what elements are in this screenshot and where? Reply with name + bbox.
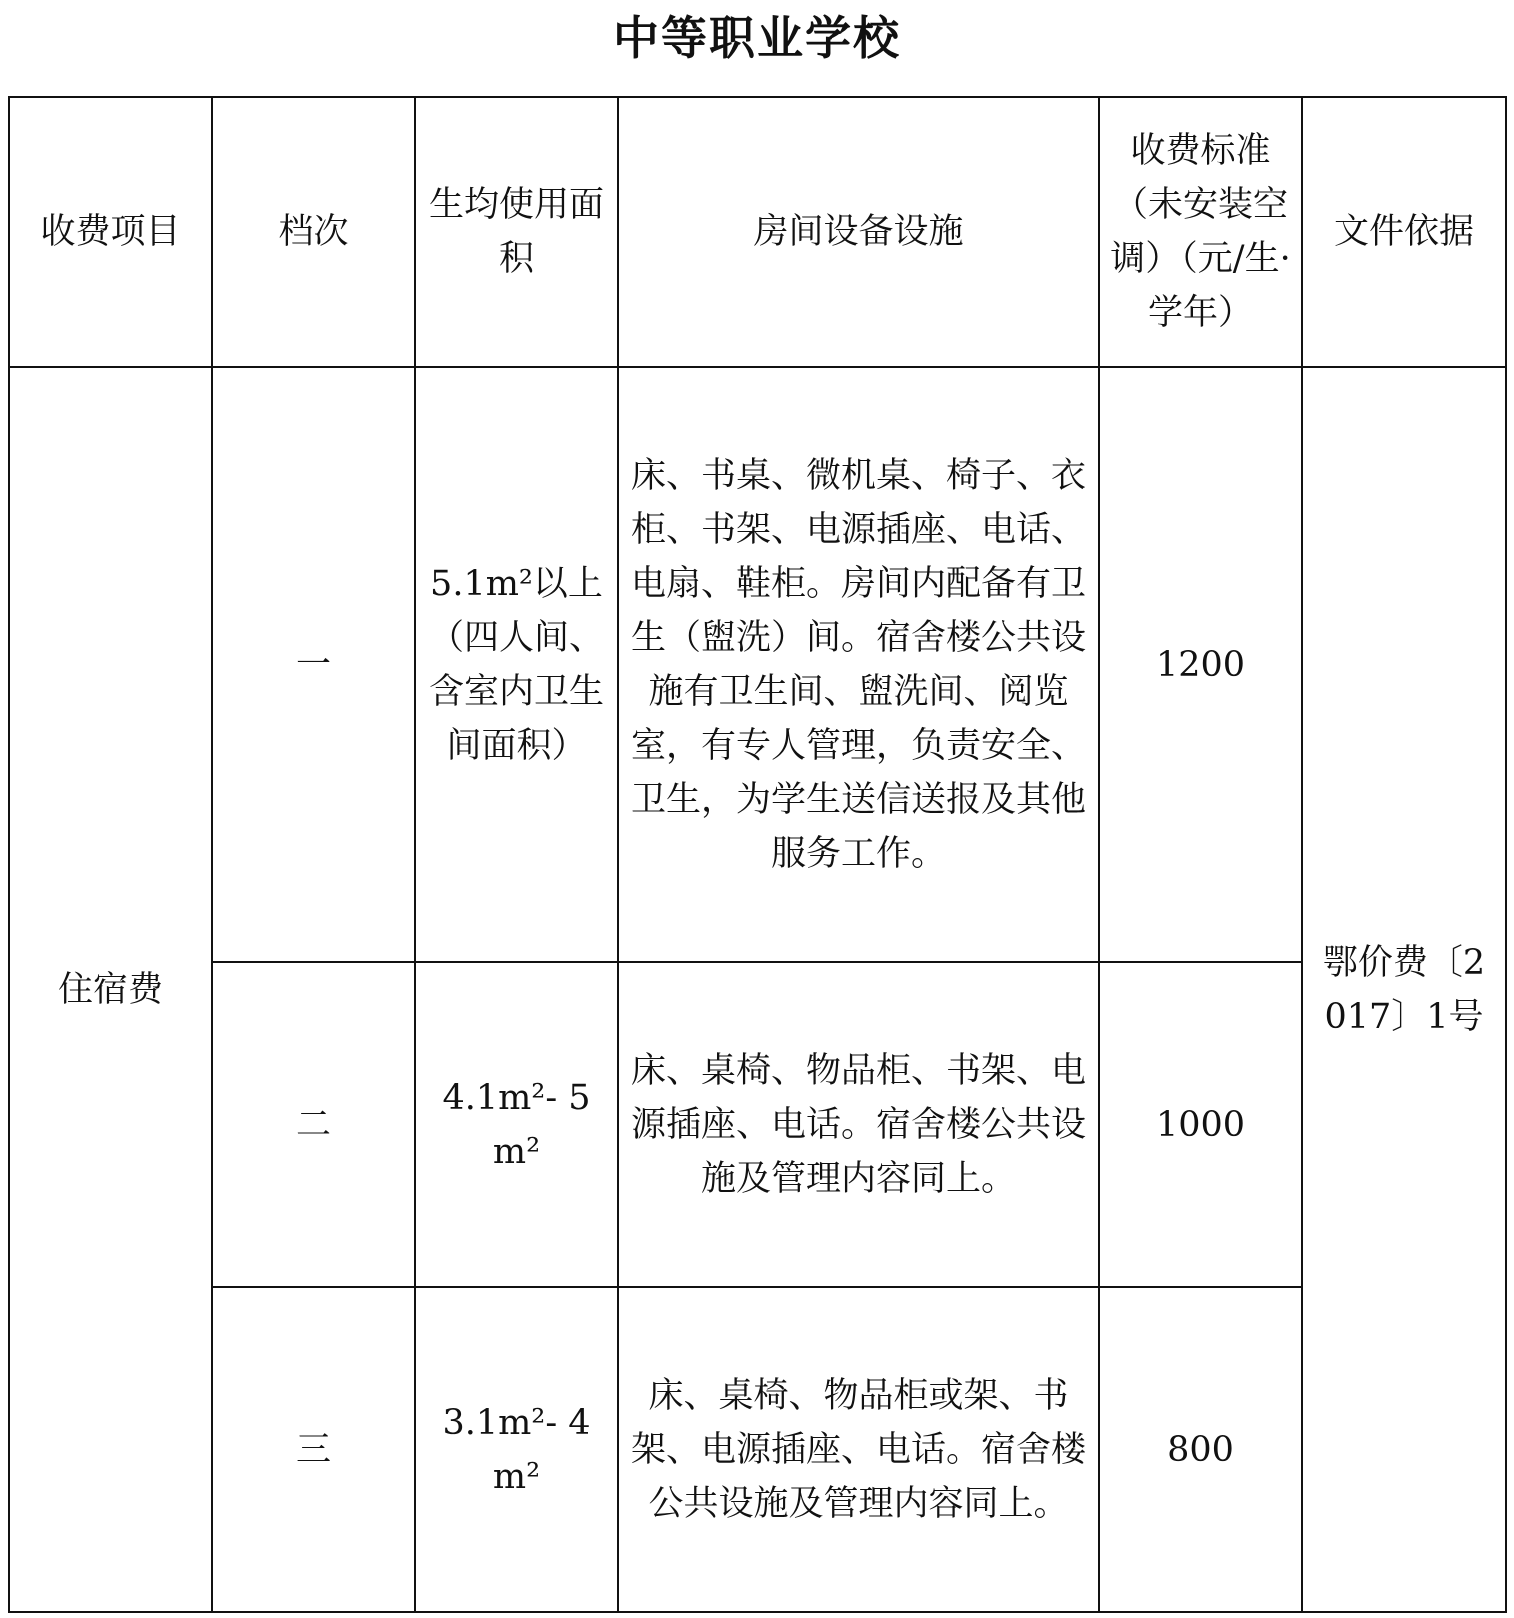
item-name-cell: 住宿费 <box>9 367 212 1612</box>
page-title: 中等职业学校 <box>613 11 901 65</box>
area-cell: 4.1m²- 5 m² <box>415 962 618 1287</box>
equipment-cell: 床、桌椅、物品柜或架、书架、电源插座、电话。宿舍楼公共设施及管理内容同上。 <box>618 1287 1099 1612</box>
header-fee: 收费标准（未安装空调）（元/生·学年） <box>1099 97 1302 367</box>
header-document: 文件依据 <box>1302 97 1506 367</box>
area-cell: 3.1m²- 4 m² <box>415 1287 618 1612</box>
fee-cell: 1200 <box>1099 367 1302 962</box>
header-equipment: 房间设备设施 <box>618 97 1099 367</box>
header-item: 收费项目 <box>9 97 212 367</box>
grade-cell: 三 <box>212 1287 415 1612</box>
table-header-row <box>9 97 1506 367</box>
fee-cell: 800 <box>1099 1287 1302 1612</box>
header-area: 生均使用面积 <box>415 97 618 367</box>
equipment-cell: 床、书桌、微机桌、椅子、衣柜、书架、电源插座、电话、电扇、鞋柜。房间内配备有卫生（盥洗）间。宿舍楼公共设施有卫生间、盥洗间、阅览室，有专人管理，负责安全、卫生，为学生送信送报及其他服务工作。 <box>618 367 1099 962</box>
table-row <box>9 962 1506 1287</box>
grade-cell: 二 <box>212 962 415 1287</box>
table-row <box>9 1287 1506 1612</box>
document-ref-cell: 鄂价费〔2017〕1号 <box>1302 367 1506 1612</box>
equipment-cell: 床、桌椅、物品柜、书架、电源插座、电话。宿舍楼公共设施及管理内容同上。 <box>618 962 1099 1287</box>
header-grade: 档次 <box>212 97 415 367</box>
area-cell: 5.1m²以上（四人间、含室内卫生间面积） <box>415 367 618 962</box>
grade-cell: 一 <box>212 367 415 962</box>
fee-table <box>8 96 1507 1613</box>
fee-cell: 1000 <box>1099 962 1302 1287</box>
table-row <box>9 367 1506 962</box>
